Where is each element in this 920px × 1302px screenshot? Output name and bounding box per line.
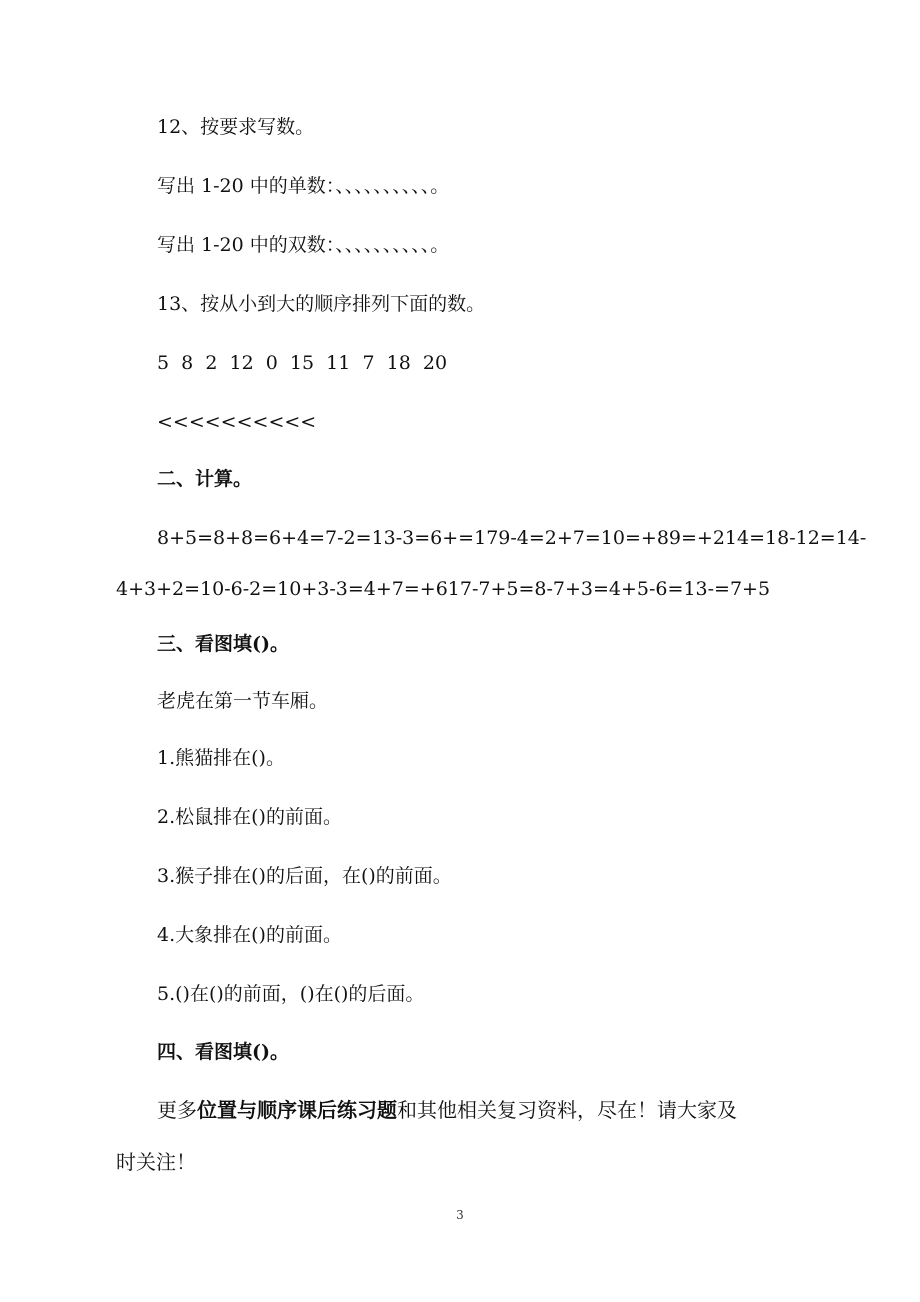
section-heading-calculation: 二、计算。 (157, 468, 253, 490)
question-12-even-numbers: 写出 1-20 中的双数：、、、、、、、、、、。 (157, 234, 450, 256)
question-13-numbers: 5 8 2 12 0 15 11 7 18 20 (157, 352, 448, 374)
footer-note (157, 1098, 737, 1122)
section-heading-fill-3: 三、看图填()。 (157, 633, 289, 655)
question-12-title: 12、按要求写数。 (157, 116, 315, 138)
footer-note-line-2: 时关注！ (116, 1150, 196, 1174)
fill-intro: 老虎在第一节车厢。 (157, 690, 329, 712)
fill-item: 4.大象排在()的前面。 (157, 924, 342, 946)
fill-item: 5.()在()的前面，()在()的后面。 (157, 983, 425, 1005)
footer-note-prefix: 更多 (157, 1098, 197, 1122)
fill-item: 3.猴子排在()的后面，在()的前面。 (157, 865, 452, 887)
question-13-title: 13、按从小到大的顺序排列下面的数。 (157, 293, 486, 315)
question-12-odd-numbers: 写出 1-20 中的单数：、、、、、、、、、、。 (157, 175, 450, 197)
calculation-line-2: 4+3+2=10-6-2=10+3-3=4+7=+617-7+5=8-7+3=4+5-6=13-=7+5 (116, 578, 771, 600)
section-heading-fill-4: 四、看图填()。 (157, 1041, 289, 1063)
calculation-line-1: 8+5=8+8=6+4=7-2=13-3=6+=179-4=2+7=10=+89=+214=18-12=14- (157, 527, 867, 549)
footer-note-suffix: 和其他相关复习资料，尽在！请大家及 (397, 1098, 737, 1122)
fill-item: 1.熊猫排在()。 (157, 747, 285, 769)
question-13-answer-blanks: <<<<<<<<<< (157, 411, 317, 433)
page-number: 3 (456, 1208, 464, 1222)
footer-note-link[interactable]: 位置与顺序课后练习题 (197, 1098, 397, 1122)
fill-item: 2.松鼠排在()的前面。 (157, 806, 342, 828)
